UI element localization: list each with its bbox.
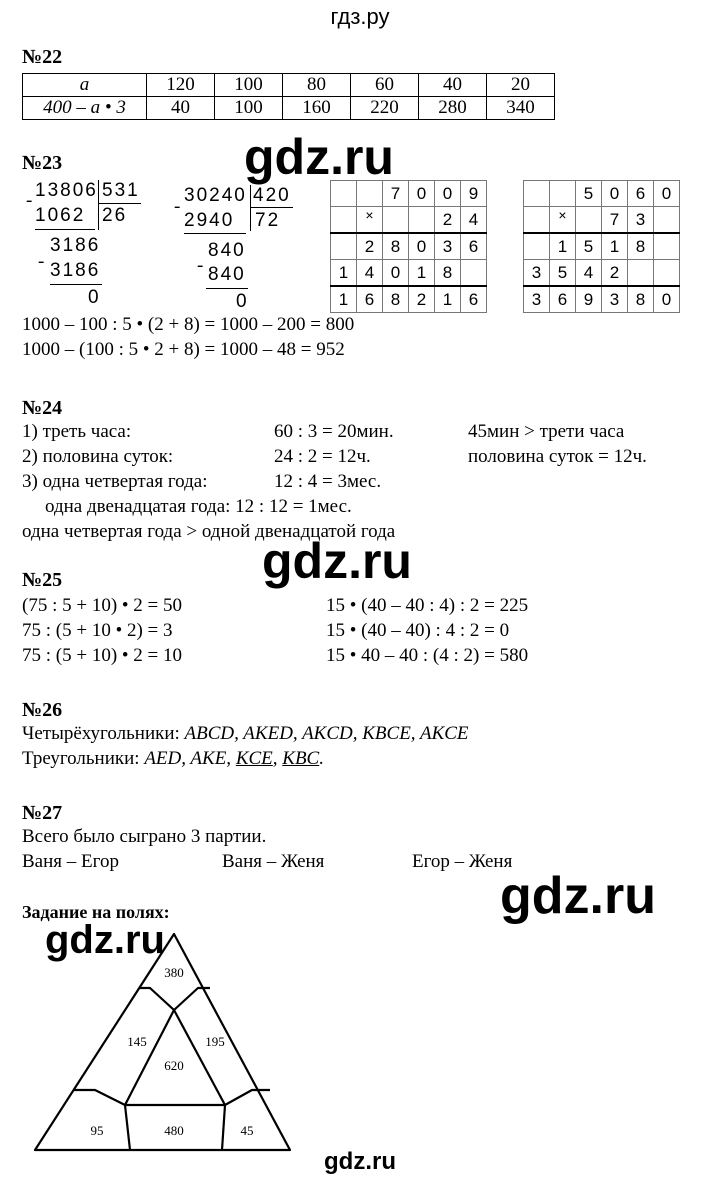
watermark: gdz.ru — [500, 867, 656, 925]
grid-cell — [331, 181, 357, 207]
expression: 75 : (5 + 10 • 2) = 3 — [22, 620, 173, 641]
watermark: gdz.ru — [45, 918, 165, 962]
grid-cell: 6 — [461, 286, 487, 313]
shape-underlined: KBC — [282, 748, 320, 769]
subtrahend: 1062 — [35, 205, 86, 226]
cell-value: 480 — [164, 1123, 184, 1138]
expression: 15 • (40 – 40) : 4 : 2 = 0 — [326, 620, 510, 641]
label: Треугольники: — [22, 748, 140, 769]
table-cell: 20 — [487, 74, 555, 97]
grid-cell: 4 — [357, 260, 383, 287]
grid-cell: 0 — [654, 286, 680, 313]
division-result: 0 — [88, 287, 101, 308]
cell-value: 95 — [90, 1123, 104, 1138]
table-cell: 40 — [419, 74, 487, 97]
grid-cell — [524, 181, 550, 207]
grid-cell: 2 — [357, 233, 383, 260]
grid-cell — [628, 260, 654, 287]
table-cell: 40 — [147, 97, 215, 120]
grid-cell: 0 — [409, 181, 435, 207]
grid-cell: 1 — [331, 286, 357, 313]
answer-line: половина суток = 12ч. — [468, 446, 647, 467]
table-cell: 80 — [283, 74, 351, 97]
divisor: 531 — [102, 180, 140, 201]
grid-cell — [331, 207, 357, 234]
table-cell: 220 — [351, 97, 419, 120]
table-row — [23, 74, 555, 97]
multiplication-grid-2 — [523, 180, 680, 313]
grid-cell: 5 — [550, 260, 576, 287]
dividend: 13806 — [35, 180, 98, 201]
answer-line: 12 : 4 = 3мес. — [274, 471, 382, 492]
grid-cell: 3 — [628, 207, 654, 234]
shape-list: AED, AKE, — [144, 748, 232, 769]
task-22-table — [22, 73, 555, 120]
answer-line: Всего было сыграно 3 партии. — [22, 826, 267, 847]
grid-cell: 6 — [461, 233, 487, 260]
grid-cell: 8 — [628, 233, 654, 260]
label: Четырёхугольники: — [22, 723, 180, 744]
grid-cell — [461, 260, 487, 287]
task-25-title: №25 — [22, 569, 63, 591]
subtrahend: 3186 — [50, 260, 101, 281]
grid-cell: 2 — [602, 260, 628, 287]
table-cell: 100 — [215, 97, 283, 120]
grid-cell — [654, 233, 680, 260]
grid-cell — [524, 207, 550, 234]
multiply-sign: × — [357, 207, 383, 234]
grid-cell: 6 — [357, 286, 383, 313]
grid-cell — [357, 181, 383, 207]
answer-line: 45мин > трети часа — [468, 421, 625, 442]
divisor: 420 — [253, 185, 291, 206]
table-cell: 340 — [487, 97, 555, 120]
expression: 1000 – (100 : 5 • 2 + 8) = 1000 – 48 = 952 — [22, 339, 345, 360]
grid-cell — [524, 233, 550, 260]
grid-cell — [654, 207, 680, 234]
cell-value: 45 — [240, 1123, 254, 1138]
grid-cell: 8 — [383, 233, 409, 260]
table-cell: 120 — [147, 74, 215, 97]
cell-value: 145 — [127, 1034, 147, 1049]
answer-line: 24 : 2 = 12ч. — [274, 446, 371, 467]
quotient: 26 — [102, 205, 128, 226]
task-23-title: №23 — [22, 152, 63, 174]
grid-cell: 8 — [435, 260, 461, 287]
shape-list: ABCD, AKED, AKCD, KBCE, AKCE — [184, 723, 469, 744]
cell-value: 195 — [205, 1034, 225, 1049]
table-cell: 160 — [283, 97, 351, 120]
footer-watermark: gdz.ru — [324, 1148, 396, 1175]
grid-cell — [409, 207, 435, 234]
quotient: 72 — [255, 210, 281, 231]
answer-line: 3) одна четвертая года: — [22, 471, 208, 492]
grid-cell: 0 — [435, 181, 461, 207]
answer-line: 2) половина суток: — [22, 446, 174, 467]
task-26-title: №26 — [22, 699, 63, 721]
grid-cell: 4 — [461, 207, 487, 234]
expression: (75 : 5 + 10) • 2 = 50 — [22, 595, 183, 616]
grid-cell: 9 — [576, 286, 602, 313]
grid-cell: 0 — [602, 181, 628, 207]
task-22-title: №22 — [22, 46, 63, 68]
grid-cell: 5 — [576, 181, 602, 207]
grid-cell — [331, 233, 357, 260]
dividend: 30240 — [184, 185, 247, 206]
grid-cell: 3 — [435, 233, 461, 260]
quadrilaterals-line — [22, 723, 469, 745]
answer-line: одна четвертая года > одной двенадцатой года — [22, 521, 396, 542]
answer-line: одна двенадцатая года: 12 : 12 = 1мес. — [45, 496, 352, 517]
grid-cell: 2 — [435, 207, 461, 234]
grid-cell: 0 — [383, 260, 409, 287]
table-row — [23, 97, 555, 120]
remainder: 3186 — [50, 235, 101, 256]
grid-cell: 2 — [409, 286, 435, 313]
margin-task-title: Задание на полях: — [22, 902, 170, 922]
grid-cell: 9 — [461, 181, 487, 207]
grid-cell — [550, 181, 576, 207]
table-cell: 60 — [351, 74, 419, 97]
cell-value: 380 — [164, 965, 184, 980]
table-cell: 100 — [215, 74, 283, 97]
grid-cell: 4 — [576, 260, 602, 287]
answer-line: 1) треть часа: — [22, 421, 132, 442]
grid-cell: 1 — [331, 260, 357, 287]
grid-cell: 6 — [550, 286, 576, 313]
grid-cell: 5 — [576, 233, 602, 260]
watermark: gdz.ru — [244, 129, 394, 185]
expression: 15 • 40 – 40 : (4 : 2) = 580 — [326, 645, 529, 666]
period: . — [319, 748, 324, 769]
task-24-title: №24 — [22, 397, 63, 419]
table-cell: 280 — [419, 97, 487, 120]
watermark: gdz.ru — [262, 533, 412, 589]
expression: 1000 – 100 : 5 • (2 + 8) = 1000 – 200 = 800 — [22, 314, 355, 335]
outer-triangle — [35, 934, 290, 1150]
grid-cell — [383, 207, 409, 234]
cell-value: 620 — [164, 1058, 184, 1073]
grid-cell: 3 — [524, 286, 550, 313]
division-result: 0 — [236, 291, 249, 312]
comma: , — [272, 748, 278, 769]
subtrahend: 2940 — [184, 210, 235, 231]
answer-line: 60 : 3 = 20мин. — [274, 421, 394, 442]
pair: Ваня – Егор — [22, 851, 119, 872]
grid-cell: 6 — [628, 181, 654, 207]
grid-cell: 1 — [409, 260, 435, 287]
table-cell: a — [23, 74, 147, 97]
pair: Егор – Женя — [412, 851, 513, 872]
expression: 15 • (40 – 40 : 4) : 2 = 225 — [326, 595, 529, 616]
grid-cell: 3 — [524, 260, 550, 287]
grid-cell: 1 — [602, 233, 628, 260]
grid-cell: 8 — [628, 286, 654, 313]
shape-underlined: KCE — [235, 748, 273, 769]
grid-cell: 3 — [602, 286, 628, 313]
remainder: 840 — [208, 240, 246, 261]
multiply-sign: × — [550, 207, 576, 234]
subtrahend: 840 — [208, 264, 246, 285]
site-header: гдз.ру — [330, 4, 390, 29]
grid-cell: 7 — [383, 181, 409, 207]
multiplication-grid-1 — [330, 180, 487, 313]
triangle-puzzle — [30, 930, 310, 1165]
expression: 75 : (5 + 10) • 2 = 10 — [22, 645, 183, 666]
pair: Ваня – Женя — [222, 851, 325, 872]
grid-cell: 7 — [602, 207, 628, 234]
grid-cell: 0 — [654, 181, 680, 207]
grid-cell: 1 — [435, 286, 461, 313]
grid-cell: 1 — [550, 233, 576, 260]
grid-cell — [654, 260, 680, 287]
grid-cell — [576, 207, 602, 234]
grid-cell: 8 — [383, 286, 409, 313]
task-27-title: №27 — [22, 802, 63, 824]
table-cell: 400 – a • 3 — [23, 97, 147, 120]
triangles-line — [22, 748, 324, 770]
grid-cell: 0 — [409, 233, 435, 260]
